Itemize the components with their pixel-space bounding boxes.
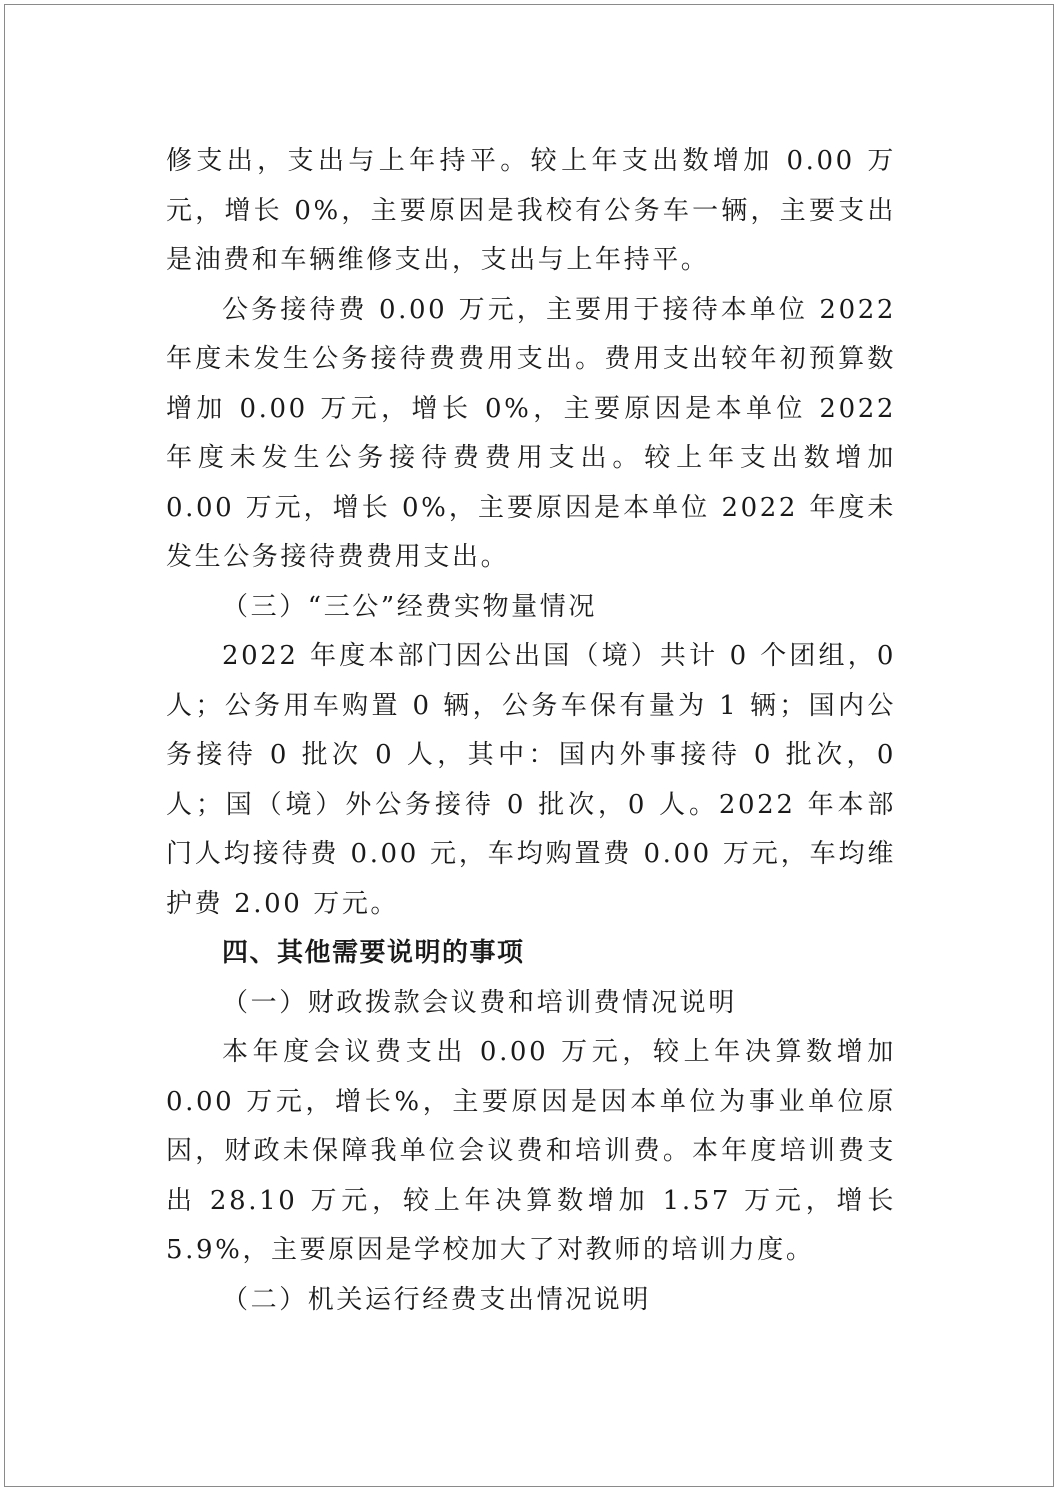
subheading-operating-expense: （二）机关运行经费支出情况说明 bbox=[222, 1284, 652, 1315]
subheading-physical-quantity: （三）“三公”经费实物量情况 bbox=[222, 591, 597, 622]
section-heading-other-matters: 四、其他需要说明的事项 bbox=[222, 938, 525, 968]
paragraph-reception-expense: 公务接待费 0.00 万元，主要用于接待本单位 2022 年度未发生公务接待费费用支出。费用支出较年初预算数增加 0.00 万元，增长 0%，主要原因是本单位 2022 年度未发生公务接待费费用支出。较上年支出数增加 0.00 万元，增长 0%，主要原因是本单位 2022 年度未发生公务接待费费用支出。 bbox=[166, 294, 896, 572]
paragraph-meeting-training: 本年度会议费支出 0.00 万元，较上年决算数增加 0.00 万元，增长%，主要原因是因本单位为事业单位原因，财政未保障我单位会议费和培训费。本年度培训费支出 28.10 万元，较上年决算数增加 1.57 万元，增长 5.9%，主要原因是学校加大了对教师的培训力度。 bbox=[166, 1037, 896, 1265]
paragraph-vehicle-maintenance-continued: 修支出，支出与上年持平。较上年支出数增加 0.00 万元，增长 0%，主要原因是我校有公务车一辆，主要支出是油费和车辆维修支出，支出与上年持平。 bbox=[166, 146, 896, 275]
subheading-meeting-training: （一）财政拨款会议费和培训费情况说明 bbox=[222, 987, 737, 1018]
document-body bbox=[166, 137, 896, 1325]
paragraph-physical-quantity: 2022 年度本部门因公出国（境）共计 0 个团组，0 人；公务用车购置 0 辆，公务车保有量为 1 辆；国内公务接待 0 批次 0 人，其中：国内外事接待 0 批次，0 人；国（境）外公务接待 0 批次，0 人。2022 年本部门人均接待费 0.00 元，车均购置费 0.00 万元，车均维护费 2.00 万元。 bbox=[166, 641, 896, 919]
